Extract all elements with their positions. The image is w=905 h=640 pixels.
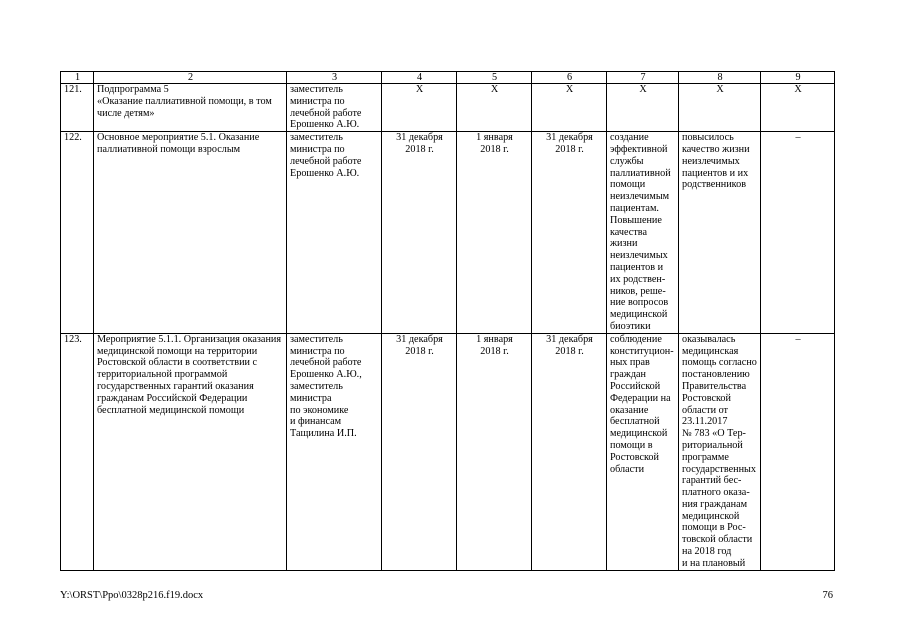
table-row	[61, 132, 835, 334]
column-number: 9	[761, 72, 835, 84]
row-number: 122.	[61, 132, 94, 334]
table-row	[61, 84, 835, 132]
completion-date: Х	[532, 84, 607, 132]
start-date: Х	[382, 84, 457, 132]
column-number: 2	[94, 72, 287, 84]
expected-result: соблюдение конституцион- ных прав граждан Российской Федерации на оказание бесплатной медицинской помощи в Ростовской области	[607, 333, 679, 570]
expected-result: Х	[607, 84, 679, 132]
actual-result: Х	[679, 84, 761, 132]
column-number-row	[61, 72, 835, 84]
indicator-link: –	[761, 333, 835, 570]
activity-name: Основное мероприятие 5.1. Оказание паллиативной помощи взрослым	[94, 132, 287, 334]
column-number: 7	[607, 72, 679, 84]
indicator-link: Х	[761, 84, 835, 132]
column-number: 5	[457, 72, 532, 84]
column-number: 6	[532, 72, 607, 84]
column-number: 8	[679, 72, 761, 84]
responsible-executor: заместитель министра по лечебной работе Ерошенко А.Ю., заместитель министра по экономике и финансам Тащилина И.П.	[287, 333, 382, 570]
end-date: Х	[457, 84, 532, 132]
responsible-executor: заместитель министра по лечебной работе Ерошенко А.Ю.	[287, 84, 382, 132]
column-number: 1	[61, 72, 94, 84]
activity-name: Мероприятие 5.1.1. Организация оказания медицинской помощи на территории Ростовской области в соответствии с территориальной программой государственных гарантий оказания гражданам Российской Федерации бесплатной медицинской помощи	[94, 333, 287, 570]
activity-name: Подпрограмма 5 «Оказание паллиативной помощи, в том числе детям»	[94, 84, 287, 132]
start-date: 31 декабря 2018 г.	[382, 333, 457, 570]
start-date: 31 декабря 2018 г.	[382, 132, 457, 334]
page-number: 76	[822, 590, 833, 601]
indicator-link: –	[761, 132, 835, 334]
expected-result: создание эффективной службы паллиативной помощи неизлечимым пациентам. Повышение качества жизни неизлечимых пациентов и их родствен- ников, реше- ние вопросов медицинской биоэтики	[607, 132, 679, 334]
document-file-path: Y:\ORST\Ppo\0328p216.f19.docx	[60, 590, 204, 601]
end-date: 1 января 2018 г.	[457, 333, 532, 570]
responsible-executor: заместитель министра по лечебной работе Ерошенко А.Ю.	[287, 132, 382, 334]
column-number: 4	[382, 72, 457, 84]
completion-date: 31 декабря 2018 г.	[532, 132, 607, 334]
actual-result: оказывалась медицинская помощь согласно постановлению Правительства Ростовской области от 23.11.2017 № 783 «О Тер- риториальной программе государственных гарантий бес- платного оказа- ния гражданам медицинской помощи в Рос- товской области на 2018 год и на плановый	[679, 333, 761, 570]
column-number: 3	[287, 72, 382, 84]
completion-date: 31 декабря 2018 г.	[532, 333, 607, 570]
actual-result: повысилось качество жизни неизлечимых пациентов и их родственников	[679, 132, 761, 334]
plan-table	[60, 71, 835, 571]
end-date: 1 января 2018 г.	[457, 132, 532, 334]
row-number: 123.	[61, 333, 94, 570]
row-number: 121.	[61, 84, 94, 132]
table-row	[61, 333, 835, 570]
